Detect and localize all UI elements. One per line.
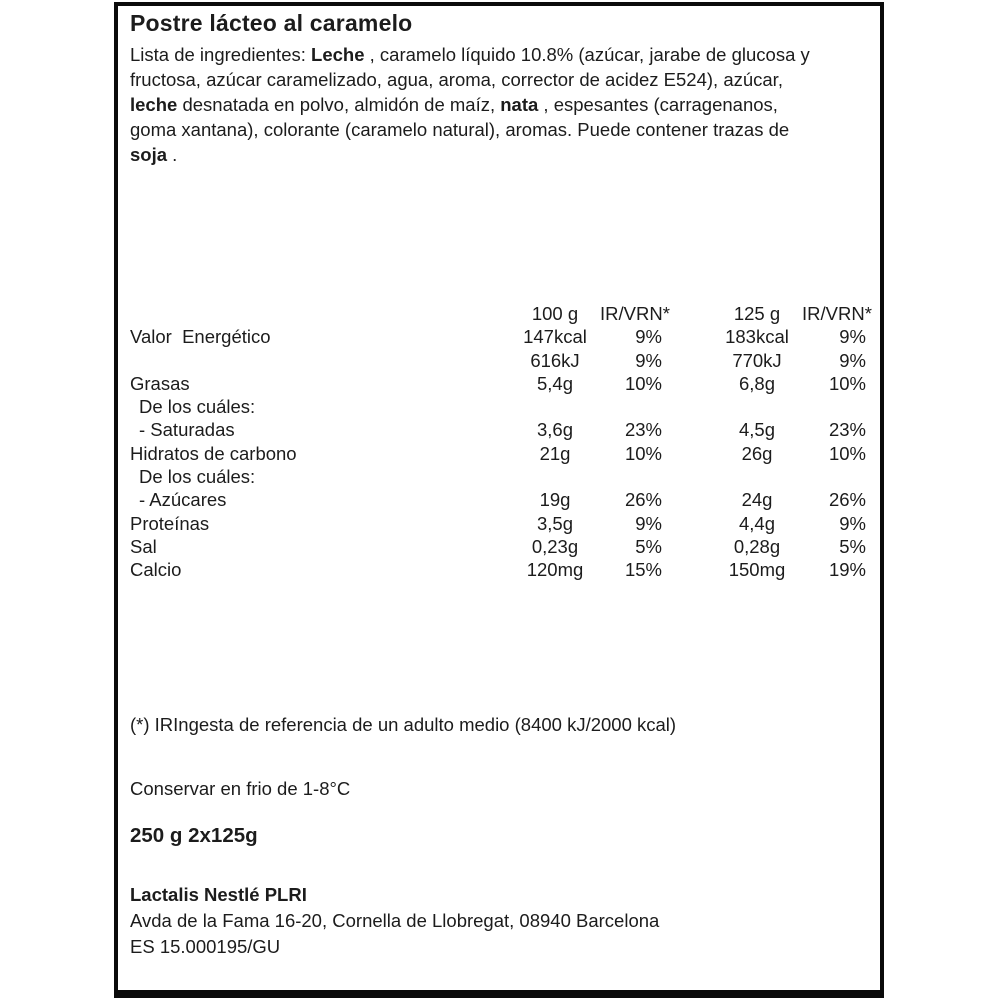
nutrition-row bbox=[130, 558, 866, 581]
ir-per-125g: 26% bbox=[828, 489, 866, 511]
nutrition-row bbox=[130, 535, 866, 558]
ingredients-line bbox=[130, 67, 874, 92]
amount-per-125g: 24g bbox=[741, 489, 773, 511]
ingredients-line bbox=[130, 117, 874, 142]
amount-per-125g: 4,4g bbox=[738, 512, 775, 534]
nutrition-row bbox=[130, 442, 866, 465]
ingredients-list bbox=[130, 42, 874, 167]
label-frame bbox=[114, 2, 884, 998]
allergen-highlight: nata bbox=[500, 94, 539, 115]
ir-per-100g: 26% bbox=[624, 489, 662, 511]
column-header-ir-125g: IR/VRN* bbox=[802, 303, 872, 324]
allergen-highlight: leche bbox=[130, 94, 178, 115]
amount-per-100g: 3,6g bbox=[536, 419, 573, 441]
ingredients-text: . bbox=[167, 144, 178, 165]
column-header-125g: 125 g bbox=[733, 303, 781, 324]
ir-per-100g: 9% bbox=[635, 349, 662, 371]
ingredients-text: , caramelo líquido 10.8% (azúcar, jarabe de glucosa y bbox=[364, 44, 810, 65]
nutrient-label: De los cuáles: bbox=[139, 396, 256, 418]
amount-per-125g: 6,8g bbox=[738, 372, 775, 394]
allergen-highlight: Leche bbox=[311, 44, 365, 65]
amount-per-100g: 19g bbox=[539, 489, 571, 511]
nutrient-label: Proteínas bbox=[130, 512, 210, 534]
amount-per-100g: 21g bbox=[539, 442, 571, 464]
ir-per-100g: 10% bbox=[624, 372, 662, 394]
nutrition-row bbox=[130, 418, 866, 441]
nutrition-row bbox=[130, 488, 866, 511]
manufacturer-address: Avda de la Fama 16-20, Cornella de Llobregat, 08940 Barcelona bbox=[130, 910, 660, 931]
amount-per-125g: 26g bbox=[741, 442, 773, 464]
ir-per-125g: 9% bbox=[839, 349, 866, 371]
ir-per-100g: 15% bbox=[624, 559, 662, 581]
column-header-ir-100g: IR/VRN* bbox=[600, 303, 670, 324]
amount-per-100g: 147kcal bbox=[523, 326, 587, 348]
amount-per-100g: 616kJ bbox=[530, 349, 580, 371]
amount-per-100g: 3,5g bbox=[536, 512, 573, 534]
ir-per-100g: 5% bbox=[635, 535, 662, 557]
amount-per-125g: 150mg bbox=[728, 559, 786, 581]
nutrition-row bbox=[130, 512, 866, 535]
ir-per-125g: 10% bbox=[828, 372, 866, 394]
ingredients-text: , espesantes (carragenanos, bbox=[538, 94, 778, 115]
nutrition-row bbox=[130, 325, 866, 348]
nutrition-rows bbox=[130, 325, 866, 581]
ir-per-125g: 9% bbox=[839, 512, 866, 534]
nutrient-label: Sal bbox=[130, 535, 157, 557]
nutrition-row bbox=[130, 349, 866, 372]
storage-instructions: Conservar en frio de 1-8°C bbox=[130, 778, 351, 799]
ir-per-125g: 19% bbox=[828, 559, 866, 581]
nutrient-label: Valor Energético bbox=[130, 326, 271, 348]
nutrient-label: - Saturadas bbox=[139, 419, 235, 441]
nutrition-row bbox=[130, 395, 866, 418]
manufacturer-registration: ES 15.000195/GU bbox=[130, 936, 281, 957]
nutrient-label: - Azúcares bbox=[139, 489, 227, 511]
nutrient-label: Grasas bbox=[130, 372, 190, 394]
amount-per-125g: 4,5g bbox=[738, 419, 775, 441]
nutrition-row bbox=[130, 465, 866, 488]
amount-per-125g: 0,28g bbox=[733, 535, 781, 557]
ir-per-100g: 10% bbox=[624, 442, 662, 464]
reference-intake-footnote: (*) IRIngesta de referencia de un adulto medio (8400 kJ/2000 kcal) bbox=[130, 714, 677, 735]
ir-per-100g: 9% bbox=[635, 326, 662, 348]
allergen-highlight: soja bbox=[130, 144, 168, 165]
ir-per-125g: 23% bbox=[828, 419, 866, 441]
amount-per-125g: 183kcal bbox=[725, 326, 789, 348]
ir-per-100g: 23% bbox=[624, 419, 662, 441]
column-header-100g: 100 g bbox=[531, 303, 579, 324]
nutrient-label: Calcio bbox=[130, 559, 182, 581]
ir-per-125g: 9% bbox=[839, 326, 866, 348]
ingredients-text: fructosa, azúcar caramelizado, agua, aroma, corrector de acidez E524), azúcar, bbox=[130, 69, 783, 90]
ingredients-text: desnatada en polvo, almidón de maíz, bbox=[177, 94, 501, 115]
ingredients-line bbox=[130, 92, 874, 117]
nutrition-table-header bbox=[130, 302, 872, 325]
amount-per-100g: 120mg bbox=[526, 559, 584, 581]
nutrient-label: De los cuáles: bbox=[139, 466, 256, 488]
ingredients-line bbox=[130, 42, 874, 67]
manufacturer-block bbox=[130, 882, 659, 960]
amount-per-125g: 770kJ bbox=[732, 349, 782, 371]
nutrient-label: Hidratos de carbono bbox=[130, 442, 297, 464]
ir-per-100g: 9% bbox=[635, 512, 662, 534]
net-weight: 250 g 2x125g bbox=[130, 824, 258, 847]
ingredients-text: goma xantana), colorante (caramelo natural), aromas. Puede contener trazas de bbox=[130, 119, 790, 140]
amount-per-100g: 0,23g bbox=[531, 535, 579, 557]
amount-per-100g: 5,4g bbox=[536, 372, 573, 394]
ir-per-125g: 10% bbox=[828, 442, 866, 464]
ingredients-line bbox=[130, 142, 874, 167]
manufacturer-name: Lactalis Nestlé PLRI bbox=[130, 884, 307, 905]
nutrition-table bbox=[130, 302, 872, 582]
ingredients-text: Lista de ingredientes: bbox=[130, 44, 312, 65]
nutrition-row bbox=[130, 372, 866, 395]
product-title: Postre lácteo al caramelo bbox=[130, 10, 413, 36]
ir-per-125g: 5% bbox=[839, 535, 866, 557]
